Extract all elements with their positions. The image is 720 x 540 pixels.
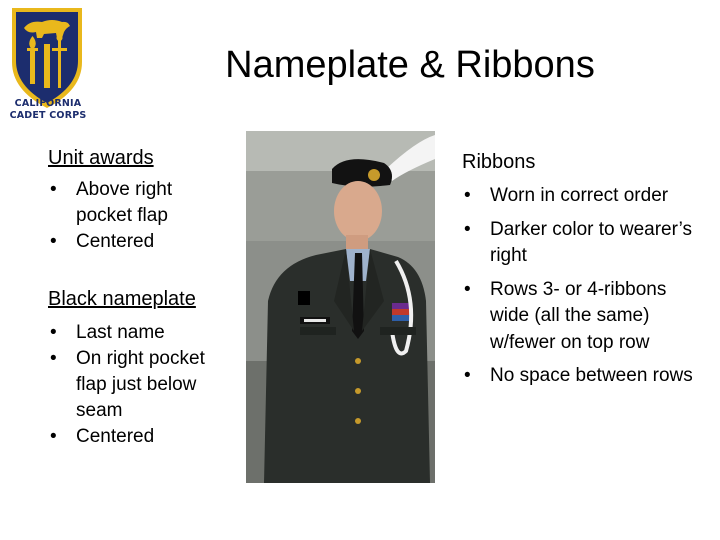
- list-item: • Last name: [48, 320, 223, 346]
- list-item: • On right pocket flap just below seam: [48, 346, 223, 424]
- ribbons-list: [462, 183, 702, 390]
- nameplate-list: [48, 320, 223, 450]
- unit-awards-list: [48, 177, 198, 255]
- list-item: • Centered: [48, 424, 223, 450]
- list-item: • Above right pocket flap: [48, 177, 198, 229]
- ribbons-heading: Ribbons: [462, 151, 536, 173]
- unit-awards-heading: Unit awards: [48, 147, 154, 169]
- list-item: • No space between rows: [462, 363, 702, 390]
- list-item: • Worn in correct order: [462, 183, 702, 210]
- logo-text-line2: CADET CORPS: [9, 110, 87, 121]
- list-item: • Centered: [48, 229, 198, 255]
- cadet-uniform-photo: [246, 131, 435, 483]
- list-item: • Rows 3- or 4-ribbons wide (all the same) w/fewer on top row: [462, 277, 702, 357]
- slide-title: Nameplate & Ribbons: [225, 44, 595, 86]
- list-item: • Darker color to wearer’s right: [462, 217, 702, 270]
- black-nameplate-heading: Black nameplate: [48, 288, 196, 310]
- logo-text-line1: CALIFORNIA: [14, 98, 82, 109]
